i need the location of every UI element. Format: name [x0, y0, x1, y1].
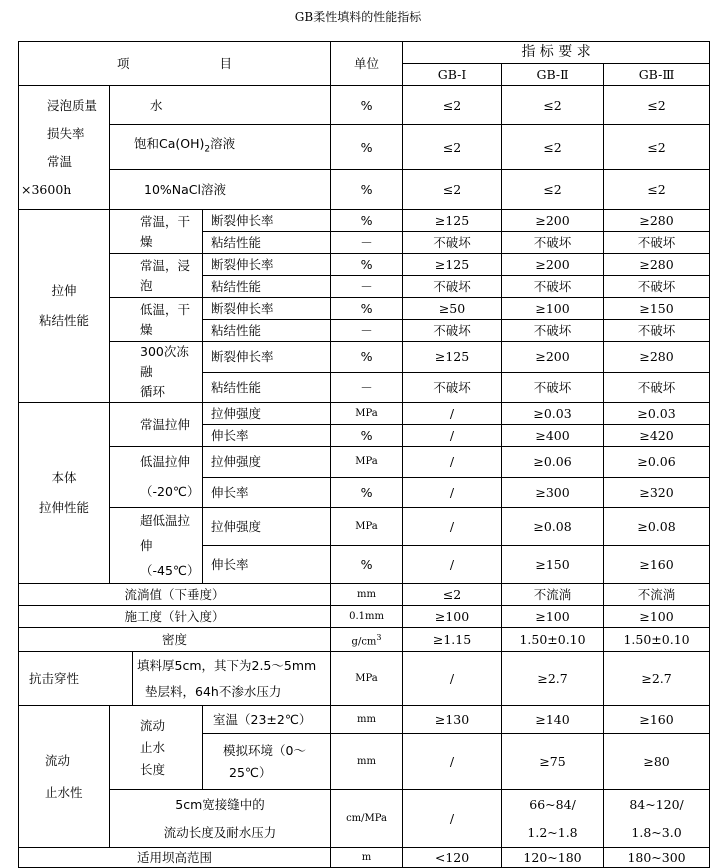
body-cond: 低温拉伸 （-20℃）	[110, 447, 203, 508]
table-row: 施工度（针入度） 0.1mm ≥100 ≥100 ≥100	[19, 606, 710, 628]
body-cond: 超低温拉 伸 （-45℃）	[110, 508, 203, 584]
water-stop-group: 流动 止水性	[19, 706, 110, 848]
table-row: 浸泡质量 损失率 常温 ×3600h 水 % ≤2 ≤2 ≤2	[19, 86, 710, 125]
workability-label: 施工度（针入度）	[19, 606, 331, 628]
table-row: 适用坝高范围 m <120 120~180 180~300	[19, 848, 710, 868]
header-requirements: 指 标 要 求	[403, 42, 710, 64]
table-row: 伸长率 % / ≥300 ≥320	[19, 477, 710, 508]
soak-group: 浸泡质量 损失率 常温 ×3600h	[19, 86, 110, 210]
body-cond: 常温拉伸	[110, 403, 203, 447]
table-row: 抗击穿性 填料厚5cm，其下为2.5～5mm 垫层料，64h不渗水压力 MPa / ≥2.7 ≥2.7	[19, 652, 710, 706]
table-row: 粘结性能 － 不破坏 不破坏 不破坏	[19, 232, 710, 254]
performance-table	[18, 41, 710, 868]
table-row: 低温拉伸 （-20℃） 拉伸强度 MPa / ≥0.06 ≥0.06	[19, 447, 710, 478]
soak-row-label: 水	[110, 86, 331, 125]
joint-desc: 5cm宽接缝中的 流动长度及耐水压力	[110, 790, 331, 848]
bond-cond: 常温，干 燥	[110, 210, 203, 254]
grade-2: GB-Ⅱ	[502, 64, 604, 86]
header-unit: 单位	[331, 42, 403, 86]
bond-cond: 低温，干 燥	[110, 298, 203, 342]
puncture-desc: 填料厚5cm，其下为2.5～5mm 垫层料，64h不渗水压力	[133, 652, 331, 706]
table-row: 拉伸 粘结性能 常温，干 燥 断裂伸长率 % ≥125 ≥200 ≥280	[19, 210, 710, 232]
table-row: 5cm宽接缝中的 流动长度及耐水压力 cm/MPa / 66~84/ 1.2~1.8 84~120/ 1.8~3.0	[19, 790, 710, 848]
flow-label: 流淌值（下垂度）	[19, 584, 331, 606]
table-row: 粘结性能 － 不破坏 不破坏 不破坏	[19, 276, 710, 298]
density-label: 密度	[19, 628, 331, 652]
page-title: GB柔性填料的性能指标	[294, 10, 422, 24]
soak-row-label: 饱和$Ca(OH)_2$溶液	[110, 125, 331, 170]
table-row: 模拟环境（0～ 25℃） mm / ≥75 ≥80	[19, 734, 710, 790]
grade-3: GB-Ⅲ	[604, 64, 710, 86]
dam-label: 适用坝高范围	[19, 848, 331, 868]
table-row: 粘结性能 － 不破坏 不破坏 不破坏	[19, 372, 710, 403]
table-row: 超低温拉 伸 （-45℃） 拉伸强度 MPa / ≥0.08 ≥0.08	[19, 508, 710, 546]
table-row: 300次冻融 循环 断裂伸长率 % ≥125 ≥200 ≥280	[19, 342, 710, 373]
soak-row-label: 10%NaCl溶液	[110, 170, 331, 210]
puncture-group: 抗击穿性	[19, 652, 133, 706]
table-row: 10%NaCl溶液 % ≤2 ≤2 ≤2	[19, 170, 710, 210]
table-row: 低温，干 燥 断裂伸长率 % ≥50 ≥100 ≥150	[19, 298, 710, 320]
header-row	[19, 42, 710, 64]
table-row: 本体 拉伸性能 常温拉伸 拉伸强度 MPa / ≥0.03 ≥0.03	[19, 403, 710, 425]
grade-1: GB-Ⅰ	[403, 64, 502, 86]
bond-cond: 常温，浸 泡	[110, 254, 203, 298]
table-row: 粘结性能 － 不破坏 不破坏 不破坏	[19, 320, 710, 342]
header-item: 项 目	[19, 42, 331, 86]
water-stop-sub: 流动 止水 长度	[110, 706, 203, 790]
bond-cond: 300次冻融 循环	[110, 342, 203, 403]
table-row: 伸长率 % / ≥150 ≥160	[19, 546, 710, 584]
bond-group: 拉伸 粘结性能	[19, 210, 110, 403]
table-row: 伸长率 % / ≥400 ≥420	[19, 425, 710, 447]
table-row: 密度 $g/cm^3$ ≥1.15 1.50±0.10 1.50±0.10	[19, 628, 710, 652]
body-group: 本体 拉伸性能	[19, 403, 110, 584]
table-row: 常温，浸 泡 断裂伸长率 % ≥125 ≥200 ≥280	[19, 254, 710, 276]
table-row: 流淌值（下垂度） mm ≤2 不流淌 不流淌	[19, 584, 710, 606]
table-row: 流动 止水性 流动 止水 长度 室温（23±2℃） mm ≥130 ≥140 ≥160	[19, 706, 710, 734]
table-row: 饱和$Ca(OH)_2$溶液 % ≤2 ≤2 ≤2	[19, 125, 710, 170]
